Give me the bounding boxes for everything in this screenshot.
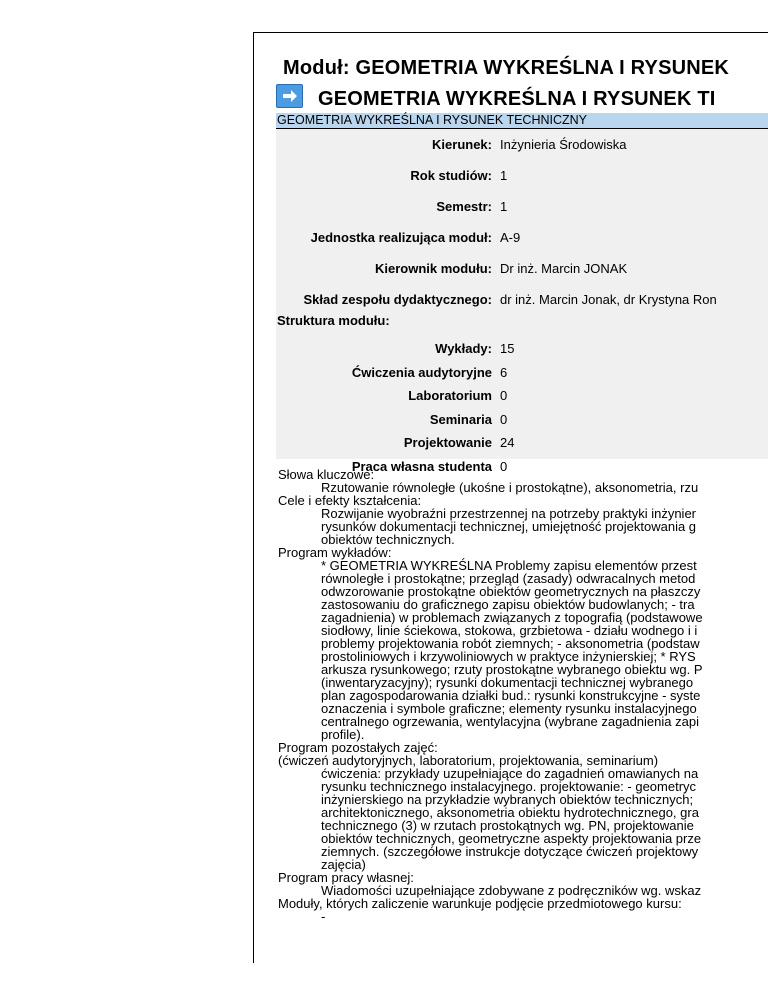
info-label: Rok studiów: [410, 168, 492, 183]
info-label: Kierownik modułu: [375, 261, 492, 276]
lectures-line: arkusza rysunkowego; rzuty prostokątne wybranego obiektu wg. P [321, 662, 703, 677]
other-line: zajęcia) [321, 857, 366, 872]
lectures-line: plan zagospodarowania działki bud.: rysunki konstrukcyjne - syste [321, 688, 701, 703]
keywords-text: Rzutowanie równoległe (ukośne i prostokątne), aksonometria, rzu [321, 480, 699, 495]
structure-value: 0 [500, 412, 508, 427]
info-value: Inżynieria Środowiska [500, 137, 627, 152]
other-line: ziemnych. (szczegółowe instrukcje dotyczące ćwiczeń projektowy [321, 844, 699, 859]
module-info-panel [276, 129, 768, 474]
structure-label: Wykłady: [435, 341, 492, 356]
self-work-text: Wiadomości uzupełniające zdobywane z podręczników wg. wskaz [321, 883, 702, 898]
lectures-line: centralnego ogrzewania, wentylacyjna (wybrane zagadnienia zapi [321, 714, 699, 729]
other-line: obiektów technicznych, geometryczne aspekty projektowania prze [321, 831, 702, 846]
lectures-line: zastosowaniu do graficznego zapisu obiektów budowlanych; - tra [321, 597, 695, 612]
lectures-line: równoległe i prostokątne; przegląd (zasady) odwracalnych metod [321, 571, 696, 586]
module-description [278, 468, 768, 923]
lectures-line: * GEOMETRIA WYKREŚLNA Problemy zapisu elementów przest [321, 558, 697, 573]
other-line: architektonicznego, aksonometria obiektu hydrotechnicznego, gra [321, 805, 699, 820]
lectures-line: zagadnienia) w problemach związanych z topografią (podstawowe [321, 610, 703, 625]
structure-label: Ćwiczenia audytoryjne [351, 365, 492, 380]
structure-label: Praca własna studenta [351, 459, 492, 474]
other-line: technicznego (3) w rzutach prostokątnych wg. PN, projektowanie [321, 818, 694, 833]
structure-label: Laboratorium [408, 388, 492, 403]
structure-value: 24 [500, 435, 515, 450]
info-label: Kierunek: [432, 137, 492, 152]
lectures-line: profile). [321, 727, 365, 742]
goals-line: obiektów technicznych. [321, 532, 455, 547]
structure-title: Struktura modułu: [277, 313, 390, 328]
prerequisites-text: - [321, 909, 326, 924]
info-value: 1 [500, 199, 508, 214]
lectures-heading: Program wykładów: [278, 545, 392, 560]
structure-label: Seminaria [429, 412, 492, 427]
arrow-right-icon[interactable] [276, 84, 303, 108]
info-value: A-9 [500, 230, 521, 245]
lectures-line: oznaczenia i symbole graficzne; elementy rysunku instalacyjnego [321, 701, 697, 716]
other-subheading: (ćwiczeń audytoryjnych, laboratorium, projektowania, seminarium) [278, 753, 659, 768]
lectures-line: prostoliniowych i krzywoliniowych w praktyce inżynierskiej; * RYS [321, 649, 696, 664]
other-heading: Program pozostałych zajęć: [278, 740, 438, 755]
goals-line: Rozwijanie wyobraźni przestrzennej na potrzeby praktyki inżynier [321, 506, 697, 521]
structure-value: 0 [500, 459, 508, 474]
module-subtitle: GEOMETRIA WYKREŚLNA I RYSUNEK TI [318, 88, 716, 110]
document-page [253, 32, 768, 963]
goals-line: rysunków dokumentacji technicznej, umiejętność projektowania g [321, 519, 697, 534]
keywords-heading: Słowa kluczowe: [278, 467, 375, 482]
module-name-bar: GEOMETRIA WYKREŚLNA I RYSUNEK TECHNICZNY [276, 113, 768, 129]
info-value: 1 [500, 168, 508, 183]
prerequisites-heading: Moduły, których zaliczenie warunkuje podjęcie przedmiotowego kursu: [278, 896, 682, 911]
info-label: Semestr: [436, 199, 492, 214]
lectures-line: problemy projektowania robót ziemnych; - aksonometria (podstaw [321, 636, 700, 651]
page-title: Moduł: GEOMETRIA WYKREŚLNA I RYSUNEK [283, 57, 730, 79]
info-label: Skład zespołu dydaktycznego: [303, 292, 492, 307]
other-line: ćwiczenia: przykłady uzupełniające do zagadnień omawianych na [321, 766, 699, 781]
structure-value: 0 [500, 388, 508, 403]
other-line: rysunku technicznego instalacyjnego. projektowanie: - geometryc [321, 779, 697, 794]
self-work-heading: Program pracy własnej: [278, 870, 414, 885]
info-label: Jednostka realizująca moduł: [310, 230, 492, 245]
lectures-line: odwzorowanie prostokątne obiektów geometrycznych na płaszczy [321, 584, 701, 599]
structure-value: 6 [500, 365, 508, 380]
info-value: dr inż. Marcin Jonak, dr Krystyna Ron [500, 292, 717, 307]
other-line: inżynierskiego na przykładzie wybranych obiektów technicznych; [321, 792, 694, 807]
lectures-line: (inwentaryzacyjny); rysunki dokumentacji technicznej wybranego [321, 675, 694, 690]
goals-heading: Cele i efekty kształcenia: [278, 493, 422, 508]
structure-value: 15 [500, 341, 515, 356]
info-value: Dr inż. Marcin JONAK [500, 261, 628, 276]
lectures-line: siodłowy, linie ściekowa, stokowa, grzbietowa - działu wodnego i i [321, 623, 698, 638]
structure-label: Projektowanie [403, 435, 492, 450]
